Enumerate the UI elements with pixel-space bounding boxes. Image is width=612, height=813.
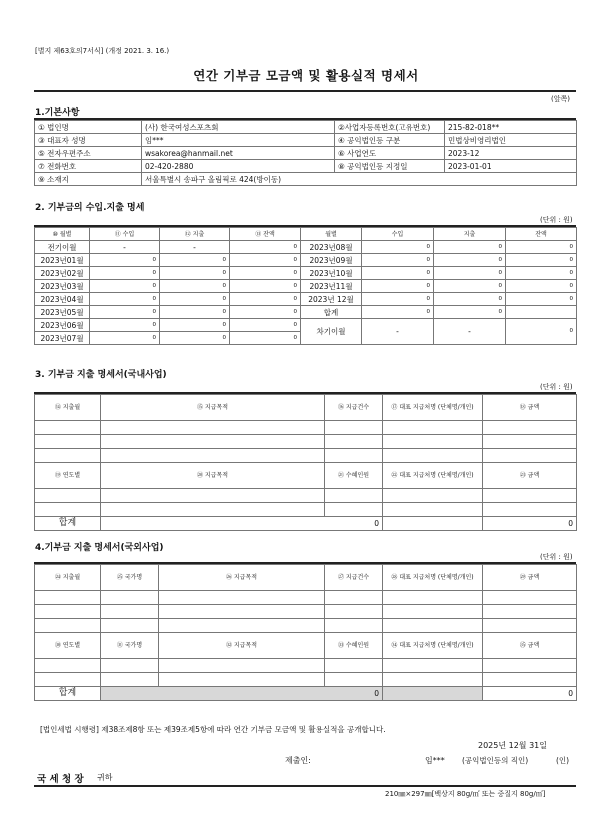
side-label: (앞쪽) (551, 95, 570, 103)
balance-cell: 0 (230, 306, 301, 319)
disclosure-statement: [법인세법 시행령] 제38조제8항 또는 제39조제5항에 따라 연간 기부금 모금액 및 활용실적을 공개합니다. (40, 725, 386, 734)
seal-mark: (인) (556, 756, 570, 765)
table-row (35, 254, 577, 267)
total-row (35, 687, 577, 701)
header-row (35, 395, 577, 421)
month-cell: 2023년11월 (301, 280, 362, 293)
expense-cell: 0 (160, 306, 230, 319)
col-amount-header: ⑱ 금액 (483, 395, 577, 421)
field-value: wsakorea@hanmail.net (142, 147, 335, 160)
col-income-header: 수입 (362, 228, 434, 241)
section3-heading: 3. 기부금 지출 명세서(국내사업) (35, 370, 167, 380)
expense-cell: 0 (434, 293, 506, 306)
balance-cell: 0 (230, 241, 301, 254)
basic-info-row (35, 160, 577, 173)
recipient: 국 세 청 장 (37, 774, 84, 785)
income-cell: - (90, 241, 160, 254)
field-value: 민법상비영리법인 (445, 134, 577, 147)
balance-cell: 0 (506, 254, 577, 267)
col-amount-header: ㉓ 금액 (483, 463, 577, 489)
section2-unit: (단위 : 원) (540, 216, 573, 224)
expense-cell: 0 (160, 254, 230, 267)
empty-row (35, 619, 577, 633)
form-reference: [별지 제63호의7서식] (개정 2021. 3. 16.) (35, 47, 170, 55)
expense-cell: - (160, 241, 230, 254)
balance-cell: 0 (506, 241, 577, 254)
table-row (35, 267, 577, 280)
col-expense-header: 지출 (434, 228, 506, 241)
total-label: 합계 (301, 306, 362, 319)
field-label: ②사업자등록번호(고유번호) (335, 121, 445, 134)
section4-heading: 4.기부금 지출 명세서(국외사업) (35, 543, 164, 553)
basic-info-table (34, 120, 577, 186)
empty-row (35, 449, 577, 463)
col-recipient-header: ㉘ 대표 지급처명 (단체명/개인) (383, 565, 483, 591)
income-cell: 0 (90, 332, 160, 345)
income-cell: 0 (90, 267, 160, 280)
col-amount-header: ㉟ 금액 (483, 633, 577, 659)
col-month-header: 월별 (301, 228, 362, 241)
empty-row (35, 421, 577, 435)
month-cell: 전기이월 (35, 241, 90, 254)
col-recipient-header: ㉒ 대표 지급처명 (단체명/개인) (383, 463, 483, 489)
col-year-header: ㉚ 연도별 (35, 633, 101, 659)
col-income-header: ⑪ 수입 (90, 228, 160, 241)
col-year-header: ⑲ 연도별 (35, 463, 101, 489)
month-cell: 2023년06월 (35, 319, 90, 332)
month-cell: 2023년01월 (35, 254, 90, 267)
table-row (35, 319, 577, 332)
submission-date: 2025년 12월 31일 (478, 741, 547, 750)
empty-row (35, 435, 577, 449)
month-cell: 2023년03월 (35, 280, 90, 293)
empty-row (35, 673, 577, 687)
total-count: 0 (101, 687, 383, 701)
income-cell: 0 (362, 254, 434, 267)
total-balance (506, 306, 577, 319)
total-label: 합계 (35, 687, 101, 701)
col-balance-header: 잔액 (506, 228, 577, 241)
field-value: 02-420-2880 (142, 160, 335, 173)
income-cell: 0 (362, 293, 434, 306)
month-cell: 2023년08월 (301, 241, 362, 254)
month-cell: 2023년04월 (35, 293, 90, 306)
expense-cell: 0 (160, 280, 230, 293)
col-count-header: ㉗ 지급건수 (325, 565, 383, 591)
month-cell: 2023년10월 (301, 267, 362, 280)
col-month-header: ⑩ 월별 (35, 228, 90, 241)
carry-forward-label: 차기이월 (301, 319, 362, 345)
income-cell: 0 (362, 280, 434, 293)
page-title: 연간 기부금 모금액 및 활용실적 명세서 (193, 68, 419, 83)
total-expense: 0 (434, 306, 506, 319)
income-cell: 0 (90, 280, 160, 293)
carry-forward-income: - (362, 319, 434, 345)
expense-cell: 0 (160, 267, 230, 280)
section4-unit: (단위 : 원) (540, 553, 573, 561)
expense-cell: 0 (434, 241, 506, 254)
header-row (35, 228, 577, 241)
header-row (35, 633, 577, 659)
section2-heading: 2. 기부금의 수입.지출 명세 (35, 203, 145, 213)
carry-forward-balance: 0 (506, 319, 577, 345)
field-label: ① 법인명 (35, 121, 142, 134)
total-amount: 0 (483, 517, 577, 531)
balance-cell: 0 (230, 332, 301, 345)
basic-info-row (35, 134, 577, 147)
title-rule (34, 90, 576, 92)
empty-row (35, 659, 577, 673)
expense-cell: 0 (160, 319, 230, 332)
field-label: ⑦ 전화번호 (35, 160, 142, 173)
submitter-name: 임*** (425, 756, 445, 765)
submitter-role: (공익법인등의 직인) (462, 756, 529, 765)
table-row (35, 280, 577, 293)
expense-cell: 0 (434, 254, 506, 267)
header-row (35, 463, 577, 489)
field-label: ⑥ 사업연도 (335, 147, 445, 160)
col-beneficiaries-header: ㉑ 수혜인원 (325, 463, 383, 489)
expense-cell: 0 (434, 267, 506, 280)
expense-cell: 0 (434, 280, 506, 293)
col-purpose-header: ⑳ 지급목적 (101, 463, 325, 489)
footer-rule (34, 785, 576, 787)
col-recipient-header: ㉞ 대표 지급처명 (단체명/개인) (383, 633, 483, 659)
month-cell: 2023년 12월 (301, 293, 362, 306)
col-purpose-header: ㉜ 지급목적 (159, 633, 325, 659)
total-amount: 0 (483, 687, 577, 701)
empty-row (35, 591, 577, 605)
section1-heading: 1.기본사항 (35, 108, 80, 118)
field-label: ④ 공익법인등 구분 (335, 134, 445, 147)
income-cell: 0 (362, 241, 434, 254)
balance-cell: 0 (230, 280, 301, 293)
field-label: ⑧ 공익법인등 지정일 (335, 160, 445, 173)
address-value: 서울특별시 송파구 올림픽로 424(방이동) (142, 173, 577, 186)
field-value: 215-82-018** (445, 121, 577, 134)
overseas-expense-table (34, 564, 577, 701)
recipient-suffix: 귀하 (97, 773, 113, 782)
basic-info-row (35, 121, 577, 134)
income-cell: 0 (90, 306, 160, 319)
balance-cell: 0 (230, 267, 301, 280)
address-label: ⑨ 소재지 (35, 173, 142, 186)
col-beneficiaries-header: ㉝ 수혜인원 (325, 633, 383, 659)
basic-info-row (35, 147, 577, 160)
month-cell: 2023년09월 (301, 254, 362, 267)
col-expense-month-header: ⑭ 지출월 (35, 395, 101, 421)
col-country-header: ㉕ 국가명 (101, 565, 159, 591)
carry-forward-expense: - (434, 319, 506, 345)
paper-spec: 210㎜×297㎜[백상지 80g/㎡ 또는 중질지 80g/㎡] (385, 790, 546, 798)
balance-cell: 0 (230, 254, 301, 267)
field-label: ③ 대표자 성명 (35, 134, 142, 147)
month-cell: 2023년02월 (35, 267, 90, 280)
total-income: 0 (362, 306, 434, 319)
submitter-label: 제출인: (285, 756, 311, 765)
field-value: 2023-01-01 (445, 160, 577, 173)
col-expense-header: ⑫ 지출 (160, 228, 230, 241)
col-country-header: ㉛ 국가명 (101, 633, 159, 659)
income-cell: 0 (90, 293, 160, 306)
empty-row (35, 605, 577, 619)
expense-cell: 0 (160, 332, 230, 345)
col-count-header: ⑯ 지급건수 (325, 395, 383, 421)
header-row (35, 565, 577, 591)
expense-cell: 0 (160, 293, 230, 306)
empty-row (35, 489, 577, 503)
month-cell: 2023년07월 (35, 332, 90, 345)
income-expense-table (34, 227, 577, 345)
month-cell: 2023년05월 (35, 306, 90, 319)
field-value: 2023-12 (445, 147, 577, 160)
field-value: 임*** (142, 134, 335, 147)
balance-cell: 0 (506, 280, 577, 293)
balance-cell: 0 (506, 267, 577, 280)
total-row (35, 517, 577, 531)
field-label: ⑤ 전자우편주소 (35, 147, 142, 160)
total-label: 합계 (35, 517, 101, 531)
domestic-expense-table (34, 394, 577, 531)
income-cell: 0 (90, 319, 160, 332)
basic-info-row (35, 173, 577, 186)
col-purpose-header: ⑮ 지급목적 (101, 395, 325, 421)
total-count: 0 (101, 517, 383, 531)
income-cell: 0 (90, 254, 160, 267)
balance-cell: 0 (506, 293, 577, 306)
col-balance-header: ⑬ 잔액 (230, 228, 301, 241)
table-row (35, 306, 577, 319)
field-value: (사) 한국여성스포츠회 (142, 121, 335, 134)
table-row (35, 293, 577, 306)
table-row (35, 241, 577, 254)
col-amount-header: ㉙ 금액 (483, 565, 577, 591)
section3-unit: (단위 : 원) (540, 383, 573, 391)
col-expense-month-header: ㉔ 지출월 (35, 565, 101, 591)
empty-row (35, 503, 577, 517)
col-recipient-header: ⑰ 대표 지급처명 (단체명/개인) (383, 395, 483, 421)
balance-cell: 0 (230, 319, 301, 332)
balance-cell: 0 (230, 293, 301, 306)
col-purpose-header: ㉖ 지급목적 (159, 565, 325, 591)
income-cell: 0 (362, 267, 434, 280)
